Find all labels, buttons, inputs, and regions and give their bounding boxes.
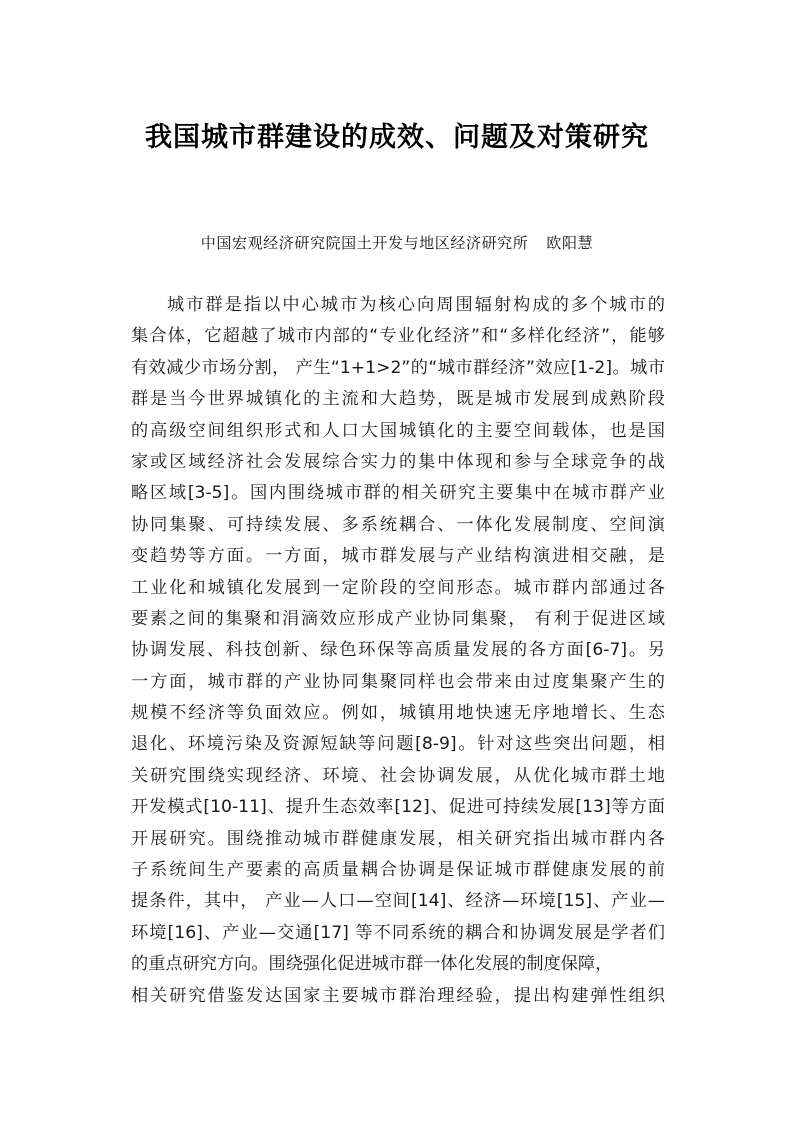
author-affiliation: 中国宏观经济研究院国土开发与地区经济研究所 (200, 234, 529, 252)
body-line: 有效减少市场分割， 产生“1+1>2”的“城市群经济”效应[1-2]。城市 (131, 357, 665, 378)
body-line: 子系统间生产要素的高质量耦合协调是保证城市群健康发展的前 (131, 860, 665, 881)
body-line: 开展研究。围绕推动城市群健康发展，相关研究指出城市群内各 (131, 828, 665, 849)
body-line: 要素之间的集聚和涓滴效应形成产业协同集聚， 有利于促进区域 (131, 608, 665, 629)
document-title: 我国城市群建设的成效、问题及对策研究 (145, 122, 649, 153)
body-paragraph (131, 290, 665, 1012)
body-line: 开发模式[10-11]、提升生态效率[12]、促进可持续发展[13]等方面 (131, 797, 665, 818)
body-line: 家或区域经济社会发展综合实力的集中体现和参与全球竞争的战 (131, 451, 665, 472)
body-line: 协同集聚、可持续发展、多系统耦合、一体化发展制度、空间演 (131, 514, 665, 535)
body-line: 一方面，城市群的产业协同集聚同样也会带来由过度集聚产生的 (131, 671, 665, 692)
body-line: 规模不经济等负面效应。例如，城镇用地快速无序地增长、生态 (131, 703, 665, 724)
body-line: 的重点研究方向。围绕强化促进城市群一体化发展的制度保障， (131, 954, 613, 975)
body-line: 相关研究借鉴发达国家主要城市群治理经验，提出构建弹性组织 (131, 985, 665, 1006)
body-line: 工业化和城镇化发展到一定阶段的空间形态。城市群内部通过各 (131, 577, 665, 598)
body-line: 协调发展、科技创新、绿色环保等高质量发展的各方面[6-7]。另 (131, 640, 665, 661)
author-line (0, 232, 794, 254)
body-line: 提条件，其中， 产业—人口—空间[14]、经济—环境[15]、产业— (131, 891, 665, 912)
body-line: 关研究围绕实现经济、环境、社会协调发展，从优化城市群土地 (131, 765, 665, 786)
body-line: 变趋势等方面。一方面，城市群发展与产业结构演进相交融，是 (131, 546, 665, 567)
body-line: 群是当今世界城镇化的主流和大趋势，既是城市发展到成熟阶段 (131, 389, 665, 410)
body-line: 环境[16]、产业—交通[17] 等不同系统的耦合和协调发展是学者们 (131, 922, 665, 943)
body-line: 略区域[3-5]。国内围绕城市群的相关研究主要集中在城市群产业 (131, 483, 665, 504)
author-name: 欧阳慧 (546, 234, 594, 252)
body-line: 集合体，它超越了城市内部的“专业化经济”和“多样化经济”，能够 (131, 326, 665, 347)
body-line: 的高级空间组织形式和人口大国城镇化的主要空间载体，也是国 (131, 420, 665, 441)
body-line: 退化、环境污染及资源短缺等问题[8-9]。针对这些突出问题，相 (131, 734, 665, 755)
body-line: 城市群是指以中心城市为核心向周围辐射构成的多个城市的 (167, 295, 665, 315)
